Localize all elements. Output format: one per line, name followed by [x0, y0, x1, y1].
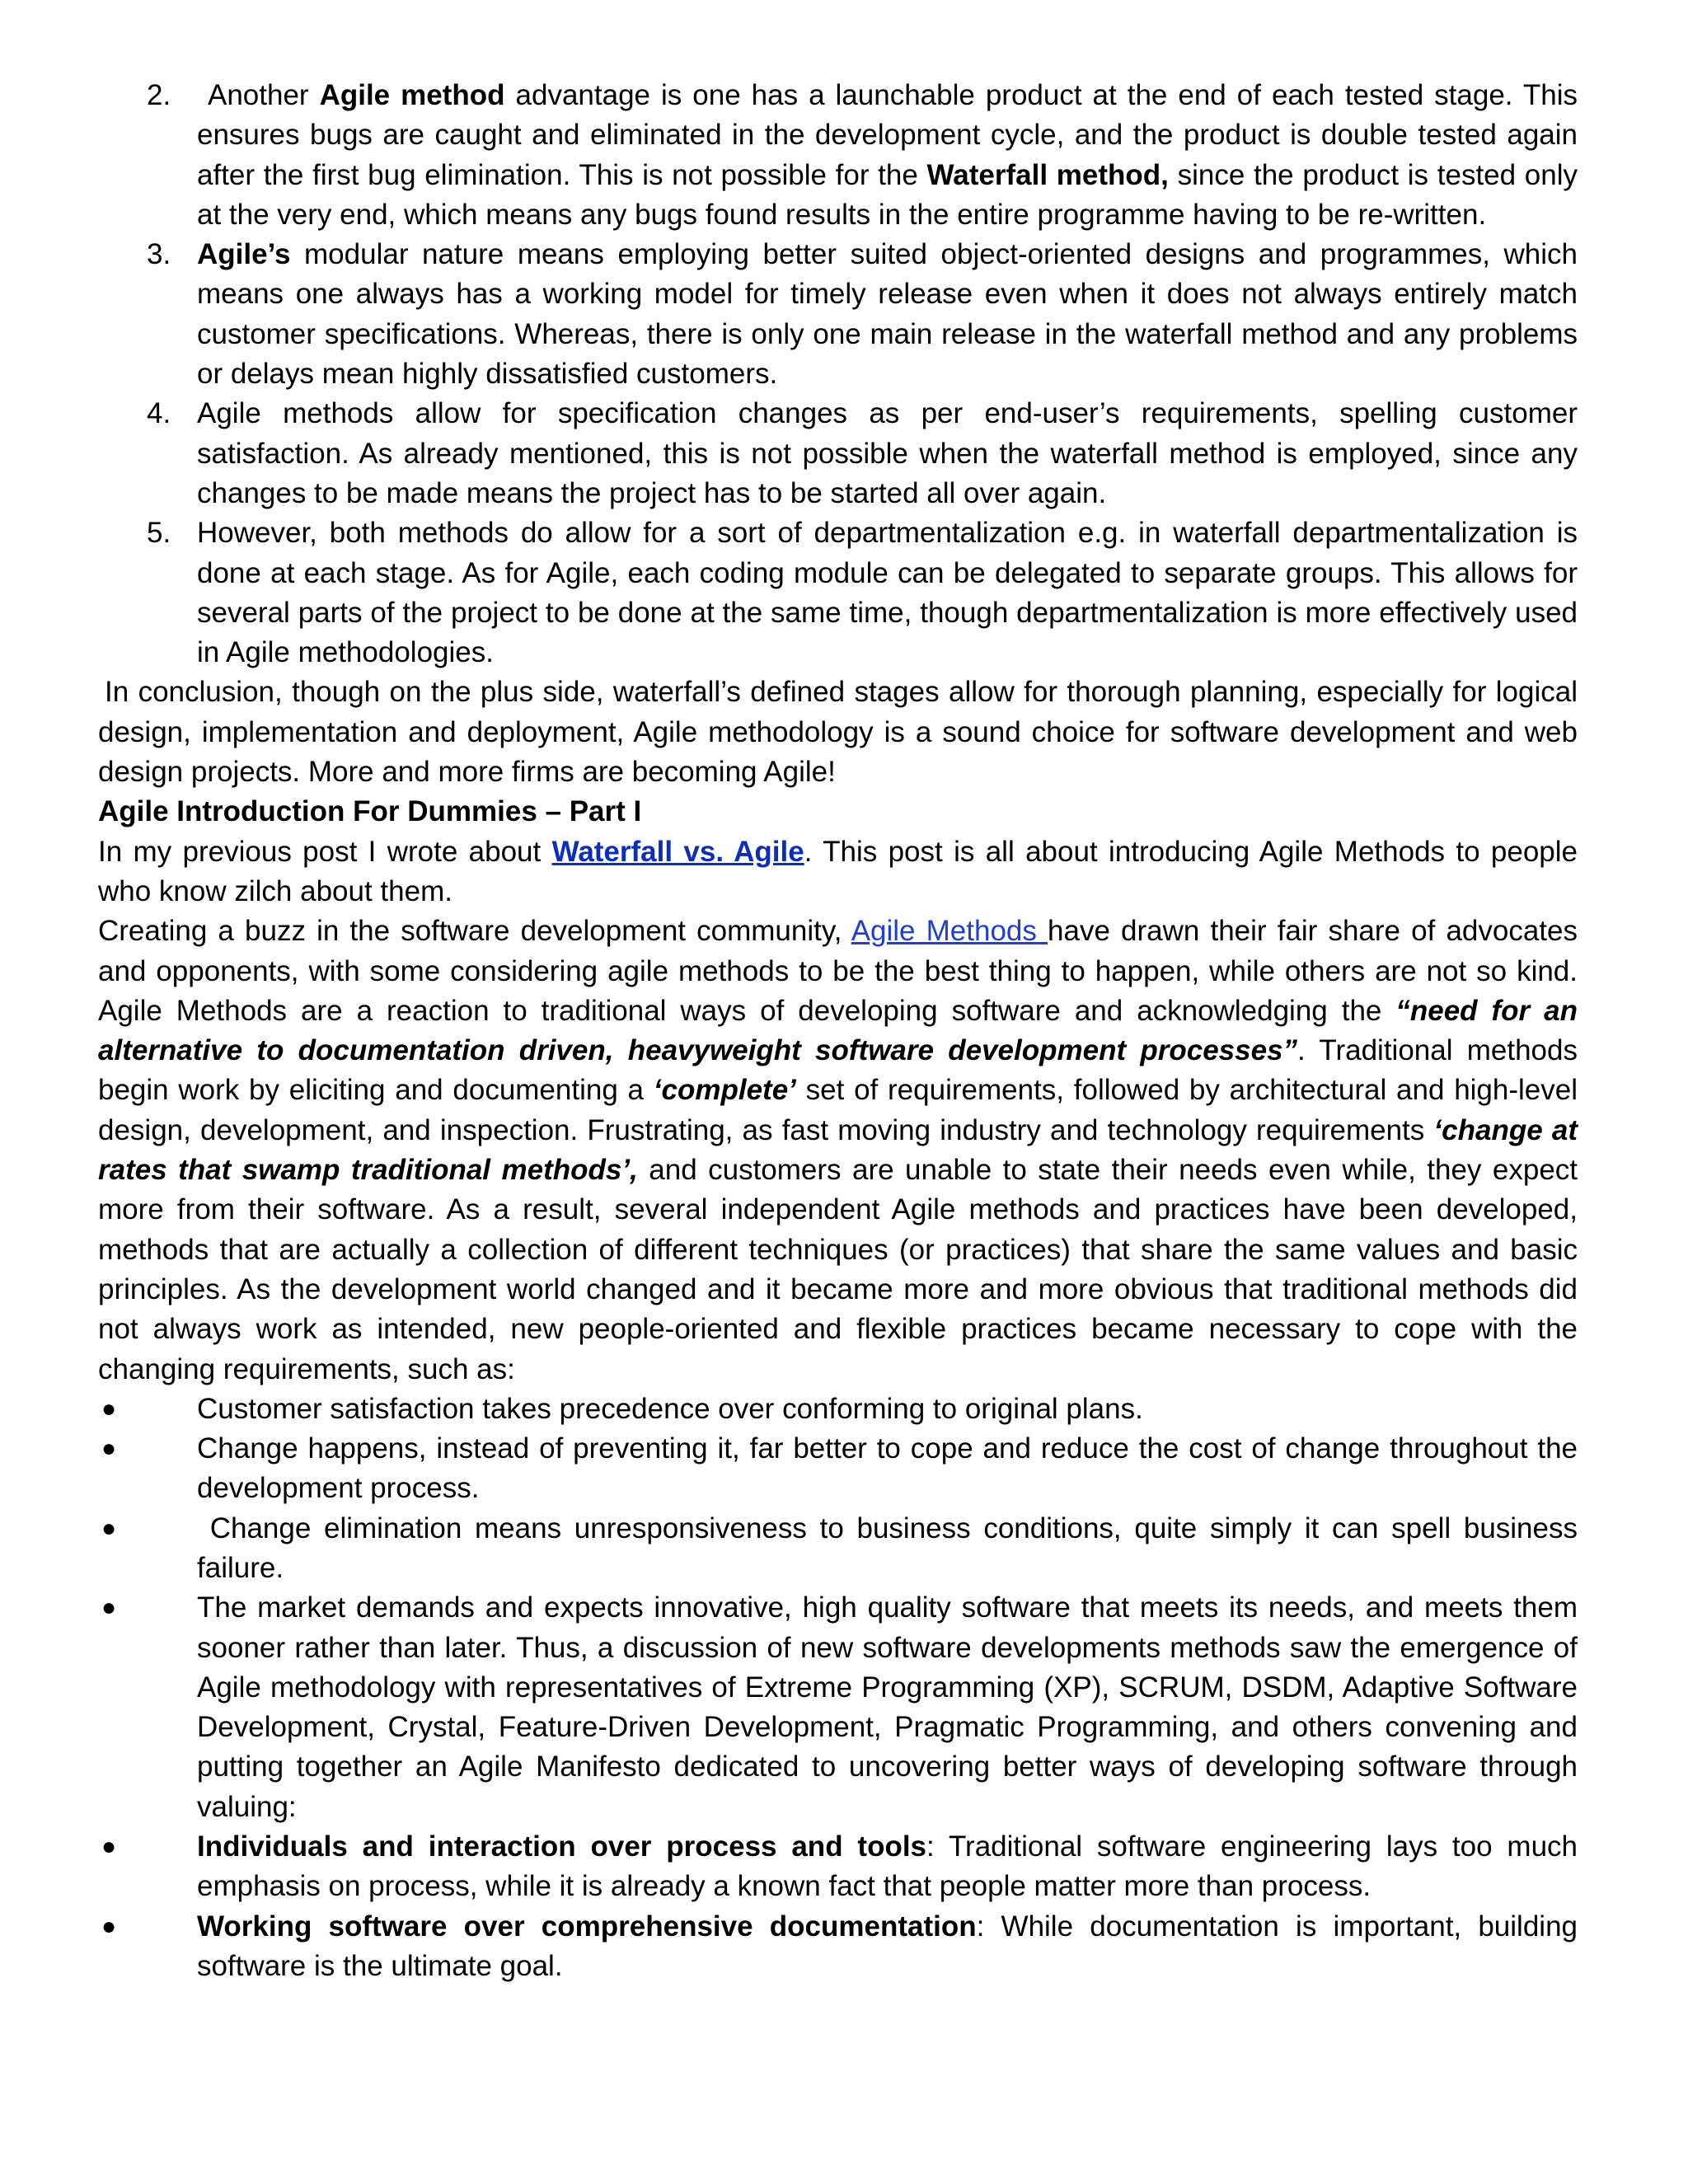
intro-text: In my previous post I wrote about — [98, 835, 552, 868]
list-item — [98, 235, 1578, 394]
body-text: have drawn their fair share of advocates and opponents, with some considering agile methods to be the best thing to happen, while others are not so kind. Agile Methods are a reaction to traditional ways of developing software and acknowledging the — [98, 915, 1578, 1027]
list-number: 5. — [147, 517, 171, 550]
bold-term: Agile method — [319, 79, 505, 111]
bold-term: Agile’s — [197, 238, 291, 271]
bold-term: Waterfall method, — [926, 158, 1169, 191]
quote-text: ‘change at rates that swamp traditional methods’, — [98, 1113, 1578, 1187]
bullet-list — [98, 1390, 1586, 1986]
item-text: Change happens, instead of preventing it, far better to cope and reduce the cost of change throughout the development process. — [197, 1432, 1578, 1505]
list-item — [98, 1827, 1578, 1907]
body-text: . Traditional methods begin work by eliciting and documenting a — [98, 1034, 1578, 1107]
bullet-icon: ● — [101, 1435, 117, 1463]
bullet-icon: ● — [101, 1594, 117, 1622]
body-text: Creating a buzz in the software development community, — [98, 915, 851, 948]
list-number: 3. — [147, 238, 171, 271]
item-text: The market demands and expects innovative, high quality software that meets its needs, and meets them sooner rather than later. Thus, a discussion of new software developments methods saw the emergence of Agile methodology with representatives of Extreme Programming (XP), SCRUM, DSDM, Adaptive Software Development, Crystal, Feature-Driven Development, Pragmatic Programming, and others convening and putting together an Agile Manifesto dedicated to uncovering better ways of developing software through valuing: — [197, 1591, 1578, 1823]
item-text: : Traditional software engineering lays too much emphasis on process, while it is already a known fact that people matter more than process. — [197, 1830, 1578, 1903]
list-item — [98, 394, 1578, 513]
section-heading: Agile Introduction For Dummies – Part I — [98, 795, 642, 828]
body-text: and customers are unable to state their needs even while, they expect more from their software. As a result, several independent Agile methods and practices have been developed, methods that are actually a collection of different techniques (or practices) that share the same values and basic principles. As the development world changed and it became more and more obvious that traditional methods did not always work as intended, new people-oriented and flexible practices became necessary to cope with the changing requirements, such as: — [98, 1154, 1578, 1385]
waterfall-vs-agile-link[interactable]: Waterfall vs. Agile — [551, 835, 804, 868]
quote-text: “need for an alternative to documentation driven, heavyweight software development processes” — [98, 994, 1578, 1067]
item-text: However, both methods do allow for a sort of departmentalization e.g. in waterfall departmentalization is done at each stage. As for Agile, each coding module can be delegated to separate groups. This allows for several parts of the project to be done at the same time, though departmentalization is more effectively used in Agile methodologies. — [197, 517, 1578, 669]
bold-term: Working software over comprehensive documentation — [197, 1910, 977, 1943]
document-page — [98, 76, 1586, 1986]
item-text: Customer satisfaction takes precedence over conforming to original plans. — [197, 1392, 1143, 1425]
list-item — [98, 1907, 1578, 1987]
list-item — [98, 513, 1578, 673]
body-text: set of requirements, followed by architectural and high-level design, development, and inspection. Frustrating, as fast moving industry and technology requirements — [98, 1074, 1578, 1146]
item-text: since the product is tested only at the very end, which means any bugs found results in the entire programme having to be re-written. — [197, 158, 1578, 231]
bullet-icon: ● — [101, 1912, 117, 1940]
item-text: Change elimination means unresponsiveness to business conditions, quite simply it can spell business failure. — [197, 1511, 1586, 1584]
list-item — [98, 1509, 1586, 1589]
body-paragraph — [98, 912, 1578, 1390]
list-item — [98, 76, 1578, 235]
quote-text: ‘complete’ — [653, 1074, 796, 1107]
list-number: 2. — [147, 79, 171, 111]
list-item — [98, 1390, 1578, 1429]
intro-paragraph — [98, 832, 1578, 912]
numbered-list — [98, 76, 1578, 673]
item-text: Agile methods allow for specification changes as per end-user’s requirements, spelling customer satisfaction. As already mentioned, this is not possible when the waterfall method is employed, since any changes to be made means the project has to be started all over again. — [197, 397, 1578, 509]
list-number: 4. — [147, 397, 171, 430]
intro-text: . This post is all about introducing Agile Methods to people who know zilch about them. — [98, 835, 1578, 907]
bullet-icon: ● — [101, 1833, 117, 1861]
bullet-icon: ● — [101, 1514, 117, 1542]
list-item — [98, 1429, 1578, 1509]
item-text: : While documentation is important, building software is the ultimate goal. — [197, 1910, 1578, 1982]
bold-term: Individuals and interaction over process and tools — [197, 1830, 927, 1863]
item-text: Another — [197, 79, 320, 111]
list-item — [98, 1588, 1578, 1827]
agile-methods-link[interactable]: Agile Methods — [851, 915, 1048, 948]
item-text: advantage is one has a launchable product at the end of each tested stage. This ensures bugs are caught and eliminated in the development cycle, and the product is double tested again after the first bug elimination. This is not possible for the — [197, 79, 1578, 191]
conclusion-paragraph: In conclusion, though on the plus side, waterfall’s defined stages allow for thorough planning, especially for logical design, implementation and deployment, Agile methodology is a sound choice for software development and web design projects. More and more firms are becoming Agile! — [98, 676, 1578, 789]
item-text: modular nature means employing better suited object-oriented designs and programmes, which means one always has a working model for timely release even when it does not always entirely match customer specifications. Whereas, there is only one main release in the waterfall method and any problems or delays mean highly dissatisfied customers. — [197, 238, 1578, 391]
bullet-icon: ● — [101, 1394, 117, 1422]
